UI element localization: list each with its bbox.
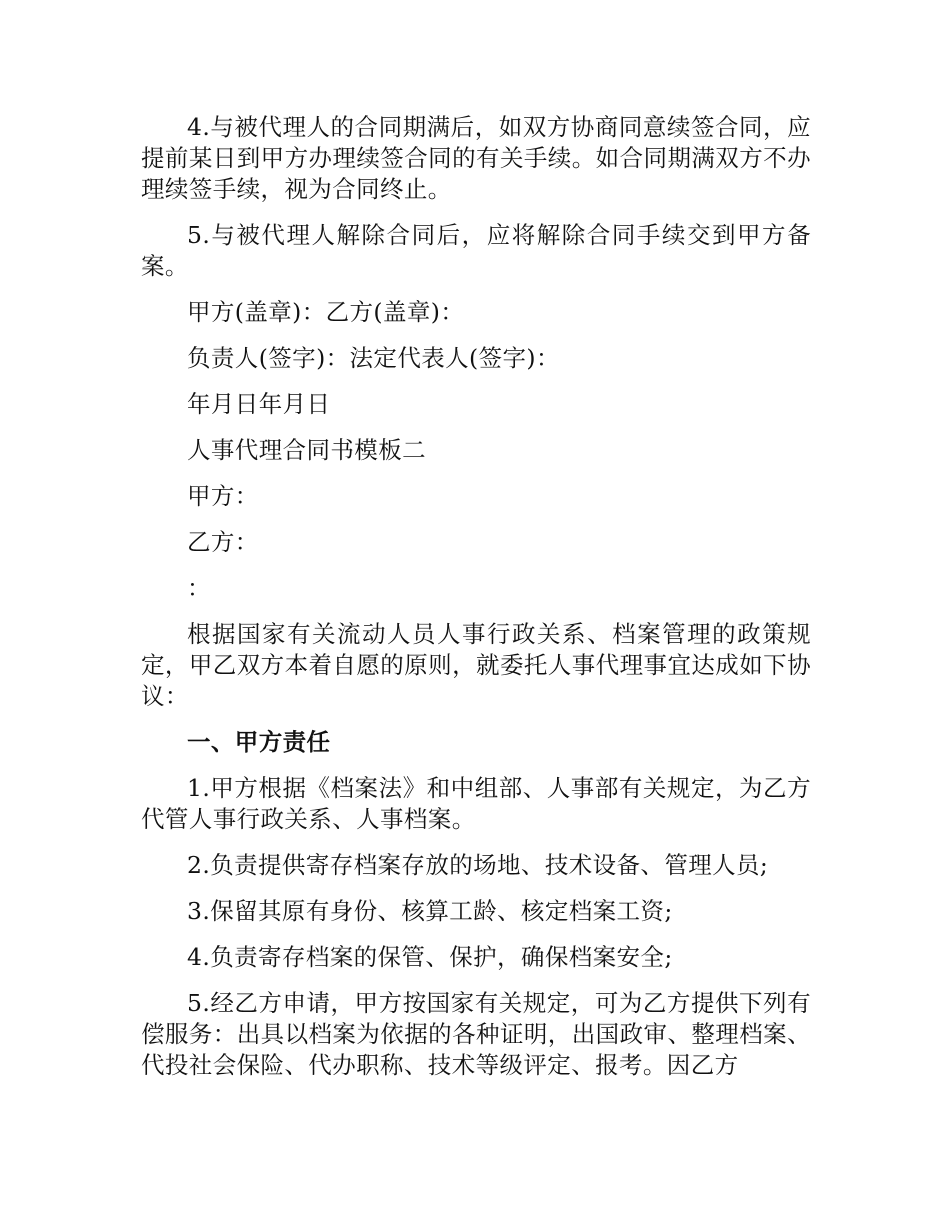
agreement-preamble: 根据国家有关流动人员人事行政关系、档案管理的政策规定，甲乙双方本着自愿的原则，就委托人事代理事宜达成如下协议： <box>141 620 811 710</box>
clause-renewal: 4.与被代理人的合同期满后，如双方协商同意续签合同，应提前某日到甲方办理续签合同的有关手续。如合同期满双方不办理续签手续，视为合同终止。 <box>141 113 811 203</box>
template-title: 人事代理合同书模板二 <box>187 436 426 464</box>
date-line: 年月日年月日 <box>187 390 331 418</box>
party-a-line: 甲方： <box>187 482 259 510</box>
section-item-5: 5.经乙方申请，甲方按国家有关规定，可为乙方提供下列有偿服务：出具以档案为依据的各种证明，出国政审、整理档案、代投社会保险、代办职称、技术等级评定、报考。因乙方 <box>141 989 811 1079</box>
party-b-line: 乙方： <box>187 528 259 556</box>
document-page <box>141 112 811 1096</box>
clause-termination: 5.与被代理人解除合同后，应将解除合同手续交到甲方备案。 <box>141 221 811 280</box>
section-item-2: 2.负责提供寄存档案存放的场地、技术设备、管理人员; <box>187 851 769 879</box>
section-item-1: 1.甲方根据《档案法》和中组部、人事部有关规定，为乙方代管人事行政关系、人事档案。 <box>141 774 811 833</box>
section-item-3: 3.保留其原有身份、核算工龄、核定档案工资; <box>187 897 673 925</box>
section-heading-party-a: 一、甲方责任 <box>187 728 331 756</box>
section-item-4: 4.负责寄存档案的保管、保护，确保档案安全; <box>187 943 673 971</box>
seal-line: 甲方(盖章)：乙方(盖章)： <box>187 298 465 326</box>
signature-line: 负责人(签字)：法定代表人(签字)： <box>187 344 560 372</box>
blank-field-line: ： <box>187 574 211 602</box>
